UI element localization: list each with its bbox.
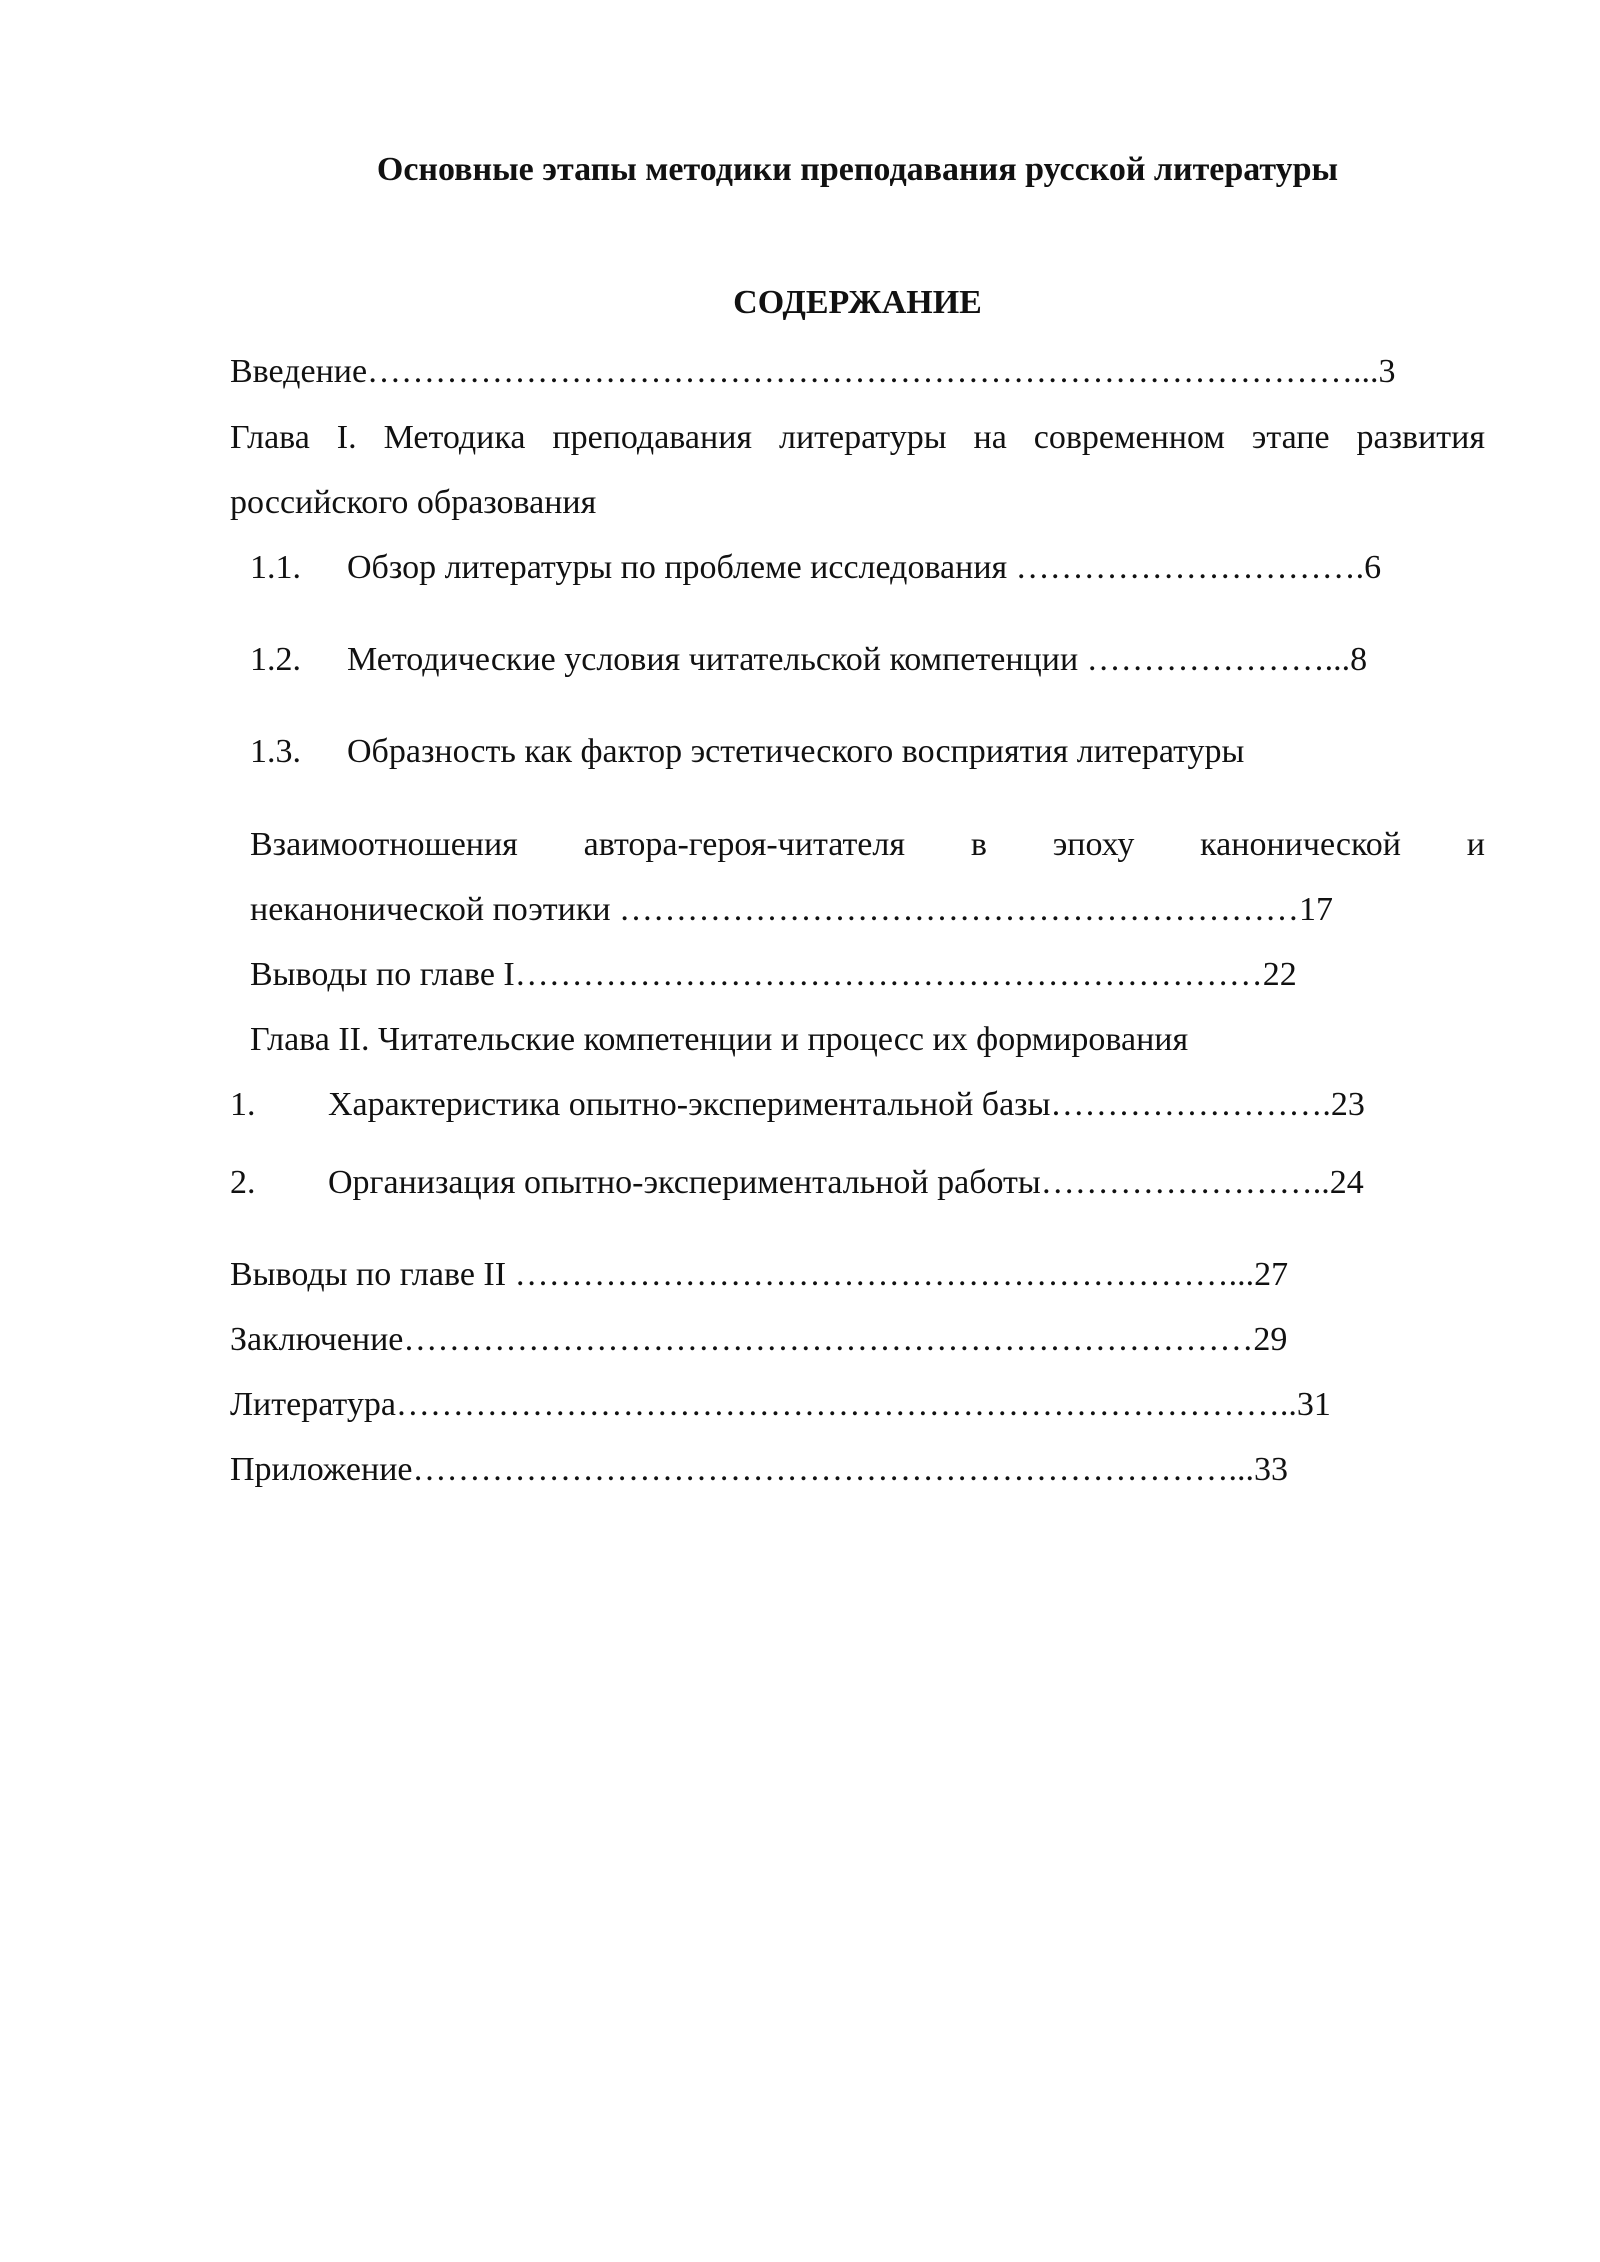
- toc-entry-1-4-line2: неканонической поэтики ……………………………………………………17: [250, 891, 1334, 928]
- toc-entry-2-2-text: Организация опытно-экспериментальной работы……………………..24: [328, 1164, 1364, 1201]
- toc-entry-1-3-number: 1.3.: [250, 733, 301, 770]
- document-title: Основные этапы методики преподавания русской литературы: [376, 151, 1339, 188]
- toc-entry-1-2-number: 1.2.: [250, 641, 301, 678]
- toc-entry-2-1-number: 1.: [230, 1086, 256, 1123]
- toc-entry-chapter1-line2: российского образования: [230, 484, 597, 521]
- toc-entry-1-2-text: Методические условия читательской компетенции …………………...8: [347, 641, 1368, 678]
- toc-entry-intro: Введение……………………………………………………………………………...3: [230, 353, 1396, 390]
- toc-heading: СОДЕРЖАНИЕ: [733, 284, 982, 321]
- toc-entry-2-2-number: 2.: [230, 1164, 256, 1201]
- toc-entry-appendix: Приложение………………………………………………………………...33: [230, 1451, 1288, 1488]
- toc-entry-chapter2: Глава II. Читательские компетенции и процесс их формирования: [250, 1021, 1189, 1058]
- toc-entry-1-1-number: 1.1.: [250, 549, 301, 586]
- toc-entry-1-4-line1: Взаимоотношения автора-героя-читателя в эпоху канонической и: [250, 826, 1485, 863]
- toc-entry-chapter1-line1: Глава I. Методика преподавания литературы на современном этапе развития: [230, 419, 1485, 456]
- toc-entry-1-3-text: Образность как фактор эстетического восприятия литературы: [347, 733, 1245, 770]
- toc-entry-conclusions-chapter1: Выводы по главе I…………………………………………………………22: [250, 956, 1297, 993]
- toc-entry-conclusions-chapter2: Выводы по главе II ………………………………………………………...27: [230, 1256, 1289, 1293]
- toc-entry-1-1-text: Обзор литературы по проблеме исследования ………………………….6: [347, 549, 1382, 586]
- toc-entry-literature: Литература……………………………………………………………………..31: [230, 1386, 1331, 1423]
- toc-entry-conclusion: Заключение…………………………………………………………………29: [230, 1321, 1288, 1358]
- toc-entry-2-1-text: Характеристика опытно-экспериментальной базы…………………….23: [328, 1086, 1365, 1123]
